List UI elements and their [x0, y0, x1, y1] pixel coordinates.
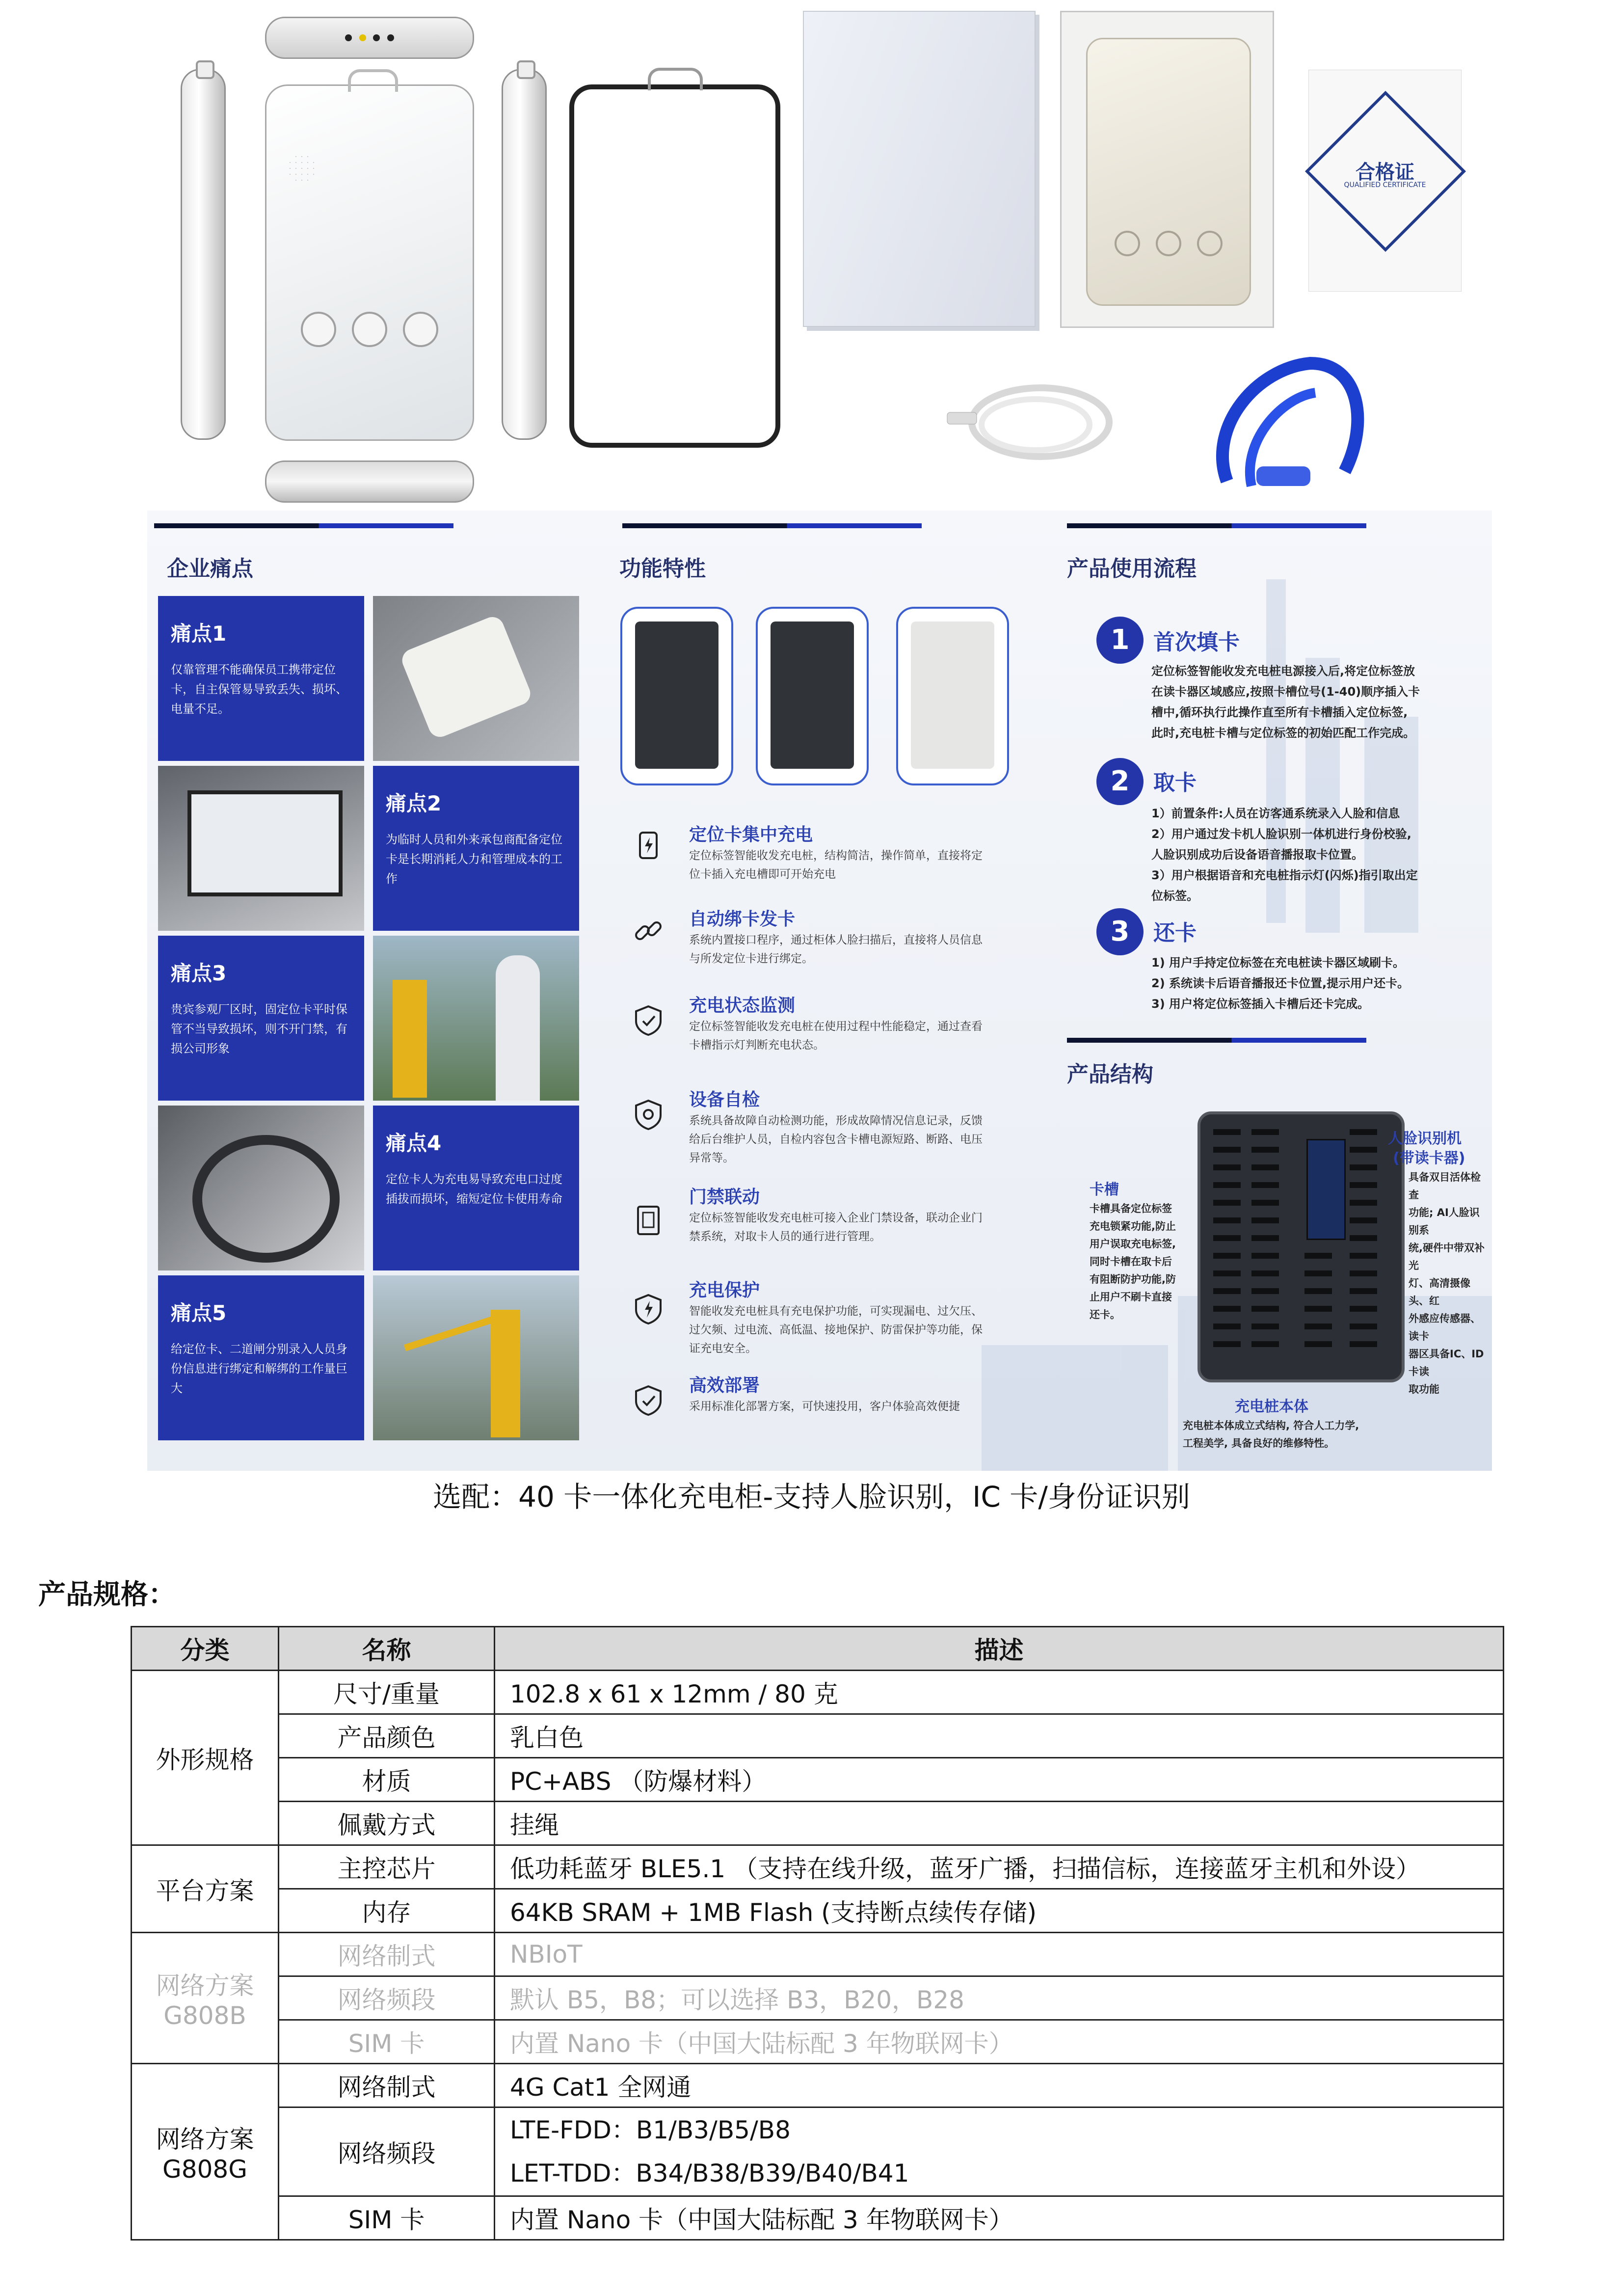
process-section-title: 产品使用流程: [1067, 556, 1197, 581]
step-title: 还卡: [1153, 920, 1197, 945]
feature-title: 门禁联动: [689, 1187, 760, 1207]
feature-title: 定位卡集中充电: [689, 825, 813, 845]
feature-desc: 定位标签智能收发充电桩可接入企业门禁设备，联动企业门禁系统，对取卡人员的通行进行管理。: [689, 1212, 983, 1243]
spec-name: 主控芯片: [279, 1845, 495, 1889]
spec-section-title: 产品规格：: [38, 1579, 176, 1611]
pain-desc: 定位卡人为充电易导致充电口过度插拔而损坏，缩短定位卡使用寿命: [386, 1172, 562, 1206]
spec-name: 网络制式: [279, 1933, 495, 1976]
feature-title: 充电保护: [689, 1280, 760, 1300]
process-column-bar: [1067, 523, 1366, 528]
face-recognition-sublabel: (带读卡器): [1393, 1150, 1465, 1167]
pain-section-title: 企业痛点: [167, 556, 253, 581]
group-appearance: 外形规格: [132, 1671, 279, 1845]
feature-desc: 系统内置接口程序，通过柜体人脸扫描后，直接将人员信息与所发定位卡进行绑定。: [689, 934, 983, 965]
card-slot-label: 卡槽: [1090, 1181, 1119, 1198]
spec-name: SIM 卡: [279, 2196, 495, 2240]
spec-desc: 默认 B5，B8；可以选择 B3，B20，B28: [495, 1976, 1504, 2020]
face-recognition-screen: [1306, 1139, 1346, 1240]
face-recognition-desc: 具备双目活体检查 功能; AI人脸识别系 统,硬件中带双补光 灯、高清摄像头、红 外感应传感器、读卡 器区具备IC、ID卡读 取功能: [1409, 1171, 1485, 1395]
lanyard-image: [1197, 353, 1374, 511]
feature-desc: 定位标签智能收发充电桩在使用过程中性能稳定，通过查看卡槽指示灯判断充电状态。: [689, 1020, 983, 1052]
table-row: [132, 1845, 1504, 1889]
spec-desc: 64KB SRAM + 1MB Flash (支持断点续传存储): [495, 1889, 1504, 1933]
structure-section-title: 产品结构: [1067, 1062, 1153, 1087]
pain-title: 痛点2: [386, 791, 442, 815]
device-top-view: [265, 17, 474, 59]
product-photos: [0, 0, 1623, 511]
pain-photo-card-device: [373, 596, 579, 761]
table-row: [132, 1889, 1504, 1933]
spec-header-row: [132, 1627, 1504, 1671]
step-title: 取卡: [1153, 770, 1197, 795]
certificate-title: 合格证: [1356, 161, 1414, 184]
table-row: [132, 2020, 1504, 2064]
spec-desc: 挂绳: [495, 1802, 1504, 1845]
header-category: 分类: [132, 1627, 279, 1671]
spec-name: 内存: [279, 1889, 495, 1933]
step-body: 1）前置条件:人员在访客通系统录入人脸和信息 2）用户通过发卡机人脸识别一体机进行身份校验, 人脸识别成功后设备语音播报取卡位置。 3）用户根据语音和充电桩指示灯(闪烁)指引取出定 位标签。: [1151, 807, 1418, 903]
header-name: 名称: [279, 1627, 495, 1671]
feature-title: 充电状态监测: [689, 996, 796, 1016]
spec-name: 佩戴方式: [279, 1802, 495, 1845]
pain-photo-laptop: [158, 766, 364, 931]
spec-desc: 内置 Nano 卡（中国大陆标配 3 年物联网卡）: [495, 2020, 1504, 2064]
self-check-icon: [631, 1098, 665, 1132]
spec-name: 网络频段: [279, 1976, 495, 2020]
table-row: [132, 1758, 1504, 1802]
qualified-certificate: [1308, 70, 1462, 292]
feature-desc: 定位标签智能收发充电桩，结构简洁，操作简单，直接将定位卡插入充电槽即可开始充电: [689, 849, 983, 881]
door-icon: [631, 1203, 665, 1237]
pain-photo-cables: [158, 1106, 364, 1270]
pain-card-5: [158, 1275, 364, 1440]
pain-card-3: [158, 936, 364, 1101]
feature-desc: 智能收发充电桩具有充电保护功能，可实现漏电、过欠压、过欠频、过电流、高低温、接地保护、防雷保护等功能，保证充电安全。: [689, 1305, 983, 1355]
spec-desc: 4G Cat1 全网通: [495, 2064, 1504, 2107]
spec-name: SIM 卡: [279, 2020, 495, 2064]
cabinet-image-1: [620, 607, 733, 785]
spec-name: 网络频段: [279, 2107, 495, 2196]
deploy-icon: [631, 1383, 665, 1418]
cabinet-image-3: [896, 607, 1009, 785]
charging-icon: [631, 828, 665, 862]
feature-title: 高效部署: [689, 1376, 760, 1396]
face-recognition-label: 人脸识别机: [1388, 1130, 1462, 1147]
table-row: [132, 2064, 1504, 2107]
spec-name: 材质: [279, 1758, 495, 1802]
charging-cabinet-image: [1197, 1111, 1405, 1382]
device-left-side-view: [181, 69, 226, 440]
feature-section-title: 功能特性: [619, 556, 706, 581]
table-row: [132, 1714, 1504, 1758]
feature-title: 自动绑卡发卡: [689, 909, 796, 929]
spec-table: [131, 1626, 1504, 2241]
step-body: 1) 用户手持定位标签在充电桩读卡器区域刷卡。 2) 系统读卡后语音播报还卡位置,提示用户还卡。 3) 用户将定位标签插入卡槽后还卡完成。: [1151, 956, 1410, 1011]
group-network-g808g: 网络方案 G808G: [132, 2064, 279, 2240]
feature-desc: 系统具备故障自动检测功能，形成故障情况信息记录，反馈给后台维护人员，自检内容包含卡槽电源短路、断路、电压异常等。: [689, 1114, 983, 1164]
shield-check-icon: [631, 1003, 665, 1038]
pain-desc: 为临时人员和外来承包商配备定位卡是长期消耗人力和管理成本的工作: [386, 833, 562, 886]
spec-desc: 内置 Nano 卡（中国大陆标配 3 年物联网卡）: [495, 2196, 1504, 2240]
brochure-caption: 选配：40 卡一体化充电柜-支持人脸识别，IC 卡/身份证识别: [433, 1480, 1190, 1513]
link-icon: [631, 914, 665, 948]
step-title: 首次填卡: [1153, 630, 1240, 655]
cabinet-image-2: [756, 607, 869, 785]
table-row: [132, 1671, 1504, 1714]
spec-desc: NBIoT: [495, 1933, 1504, 1976]
pain-card-2: [373, 766, 579, 931]
feature-column-bar: [622, 523, 922, 528]
step-body: 定位标签智能收发充电桩电源接入后,将定位标签放 在读卡器区域感应,按照卡槽位号(1-40)顺序插入卡 槽中,循环执行此操作直至所有卡槽插入定位标签, 此时,充电桩卡槽与定位标签的初始匹配工作完成。: [1151, 664, 1420, 740]
packaging-box: [803, 11, 1036, 327]
cabinet-body-label: 充电桩本体: [1235, 1398, 1308, 1415]
structure-column-bar: [1067, 1038, 1366, 1043]
cabinet-body-desc: 充电桩本体成立式结构, 符合人工力学, 工程美学, 具备良好的维修特性。: [1183, 1420, 1359, 1449]
pain-title: 痛点5: [171, 1301, 227, 1325]
feature-title: 设备自检: [689, 1090, 760, 1110]
group-network-g808b: 网络方案 G808B: [132, 1933, 279, 2064]
table-row: [132, 1933, 1504, 1976]
cabinet-slots: [1200, 1114, 1396, 1374]
feature-desc: 采用标准化部署方案，可快速投用，客户体验高效便捷: [689, 1400, 960, 1413]
table-row: [132, 2196, 1504, 2240]
certificate-subtitle: QUALIFIED CERTIFICATE: [1344, 181, 1426, 189]
group-platform: 平台方案: [132, 1845, 279, 1933]
spec-name: 网络制式: [279, 2064, 495, 2107]
card-slot-desc: 卡槽具备定位标签 充电锁紧功能,防止 用户误取充电标签, 同时卡槽在取卡后 有阻断防护功能,防 止用户不刷卡直接 还卡。: [1090, 1203, 1176, 1321]
header-description: 描述: [495, 1627, 1504, 1671]
table-row: [132, 1976, 1504, 2020]
table-row: [132, 2107, 1504, 2196]
step-number: 1: [1096, 617, 1144, 664]
pain-title: 痛点3: [171, 961, 227, 985]
spec-desc: 102.8 x 61 x 12mm / 80 克: [495, 1671, 1504, 1714]
spec-name: 产品颜色: [279, 1714, 495, 1758]
pain-column-bar: [154, 523, 453, 528]
pain-card-4: [373, 1106, 579, 1270]
pain-grid: [158, 596, 583, 1440]
pain-card-1: [158, 596, 364, 761]
product-brochure: [147, 511, 1492, 1471]
packaging-tray: [1060, 11, 1274, 328]
protect-icon: [631, 1292, 665, 1326]
step-number: 3: [1096, 908, 1144, 955]
device-right-side-view: [502, 69, 547, 440]
table-row: [132, 1802, 1504, 1845]
pain-photo-barrier: [373, 1275, 579, 1440]
spec-desc: LTE-FDD：B1/B3/B5/B8 LET-TDD：B34/B38/B39/B40/B41: [495, 2107, 1504, 2196]
step-number: 2: [1096, 758, 1144, 805]
pain-desc: 仅靠管理不能确保员工携带定位卡，自主保管易导致丢失、损坏、电量不足。: [171, 663, 347, 716]
spec-desc: 乳白色: [495, 1714, 1504, 1758]
device-front-view: [265, 84, 474, 441]
pain-title: 痛点1: [171, 621, 227, 646]
spec-desc: 低功耗蓝牙 BLE5.1 （支持在线升级，蓝牙广播，扫描信标，连接蓝牙主机和外设）: [495, 1845, 1504, 1889]
pain-photo-gate: [373, 936, 579, 1101]
pain-title: 痛点4: [386, 1131, 442, 1155]
spec-desc: PC+ABS （防爆材料）: [495, 1758, 1504, 1802]
device-bottom-view: [265, 460, 474, 503]
spec-name: 尺寸/重量: [279, 1671, 495, 1714]
pain-desc: 给定位卡、二道闸分别录入人员身份信息进行绑定和解绑的工作量巨大: [171, 1342, 347, 1395]
usb-cable-image: [942, 378, 1119, 466]
pain-desc: 贵宾参观厂区时，固定位卡平时保管不当导致损坏，则不开门禁，有损公司形象: [171, 1002, 347, 1055]
device-back-view: [569, 84, 780, 448]
